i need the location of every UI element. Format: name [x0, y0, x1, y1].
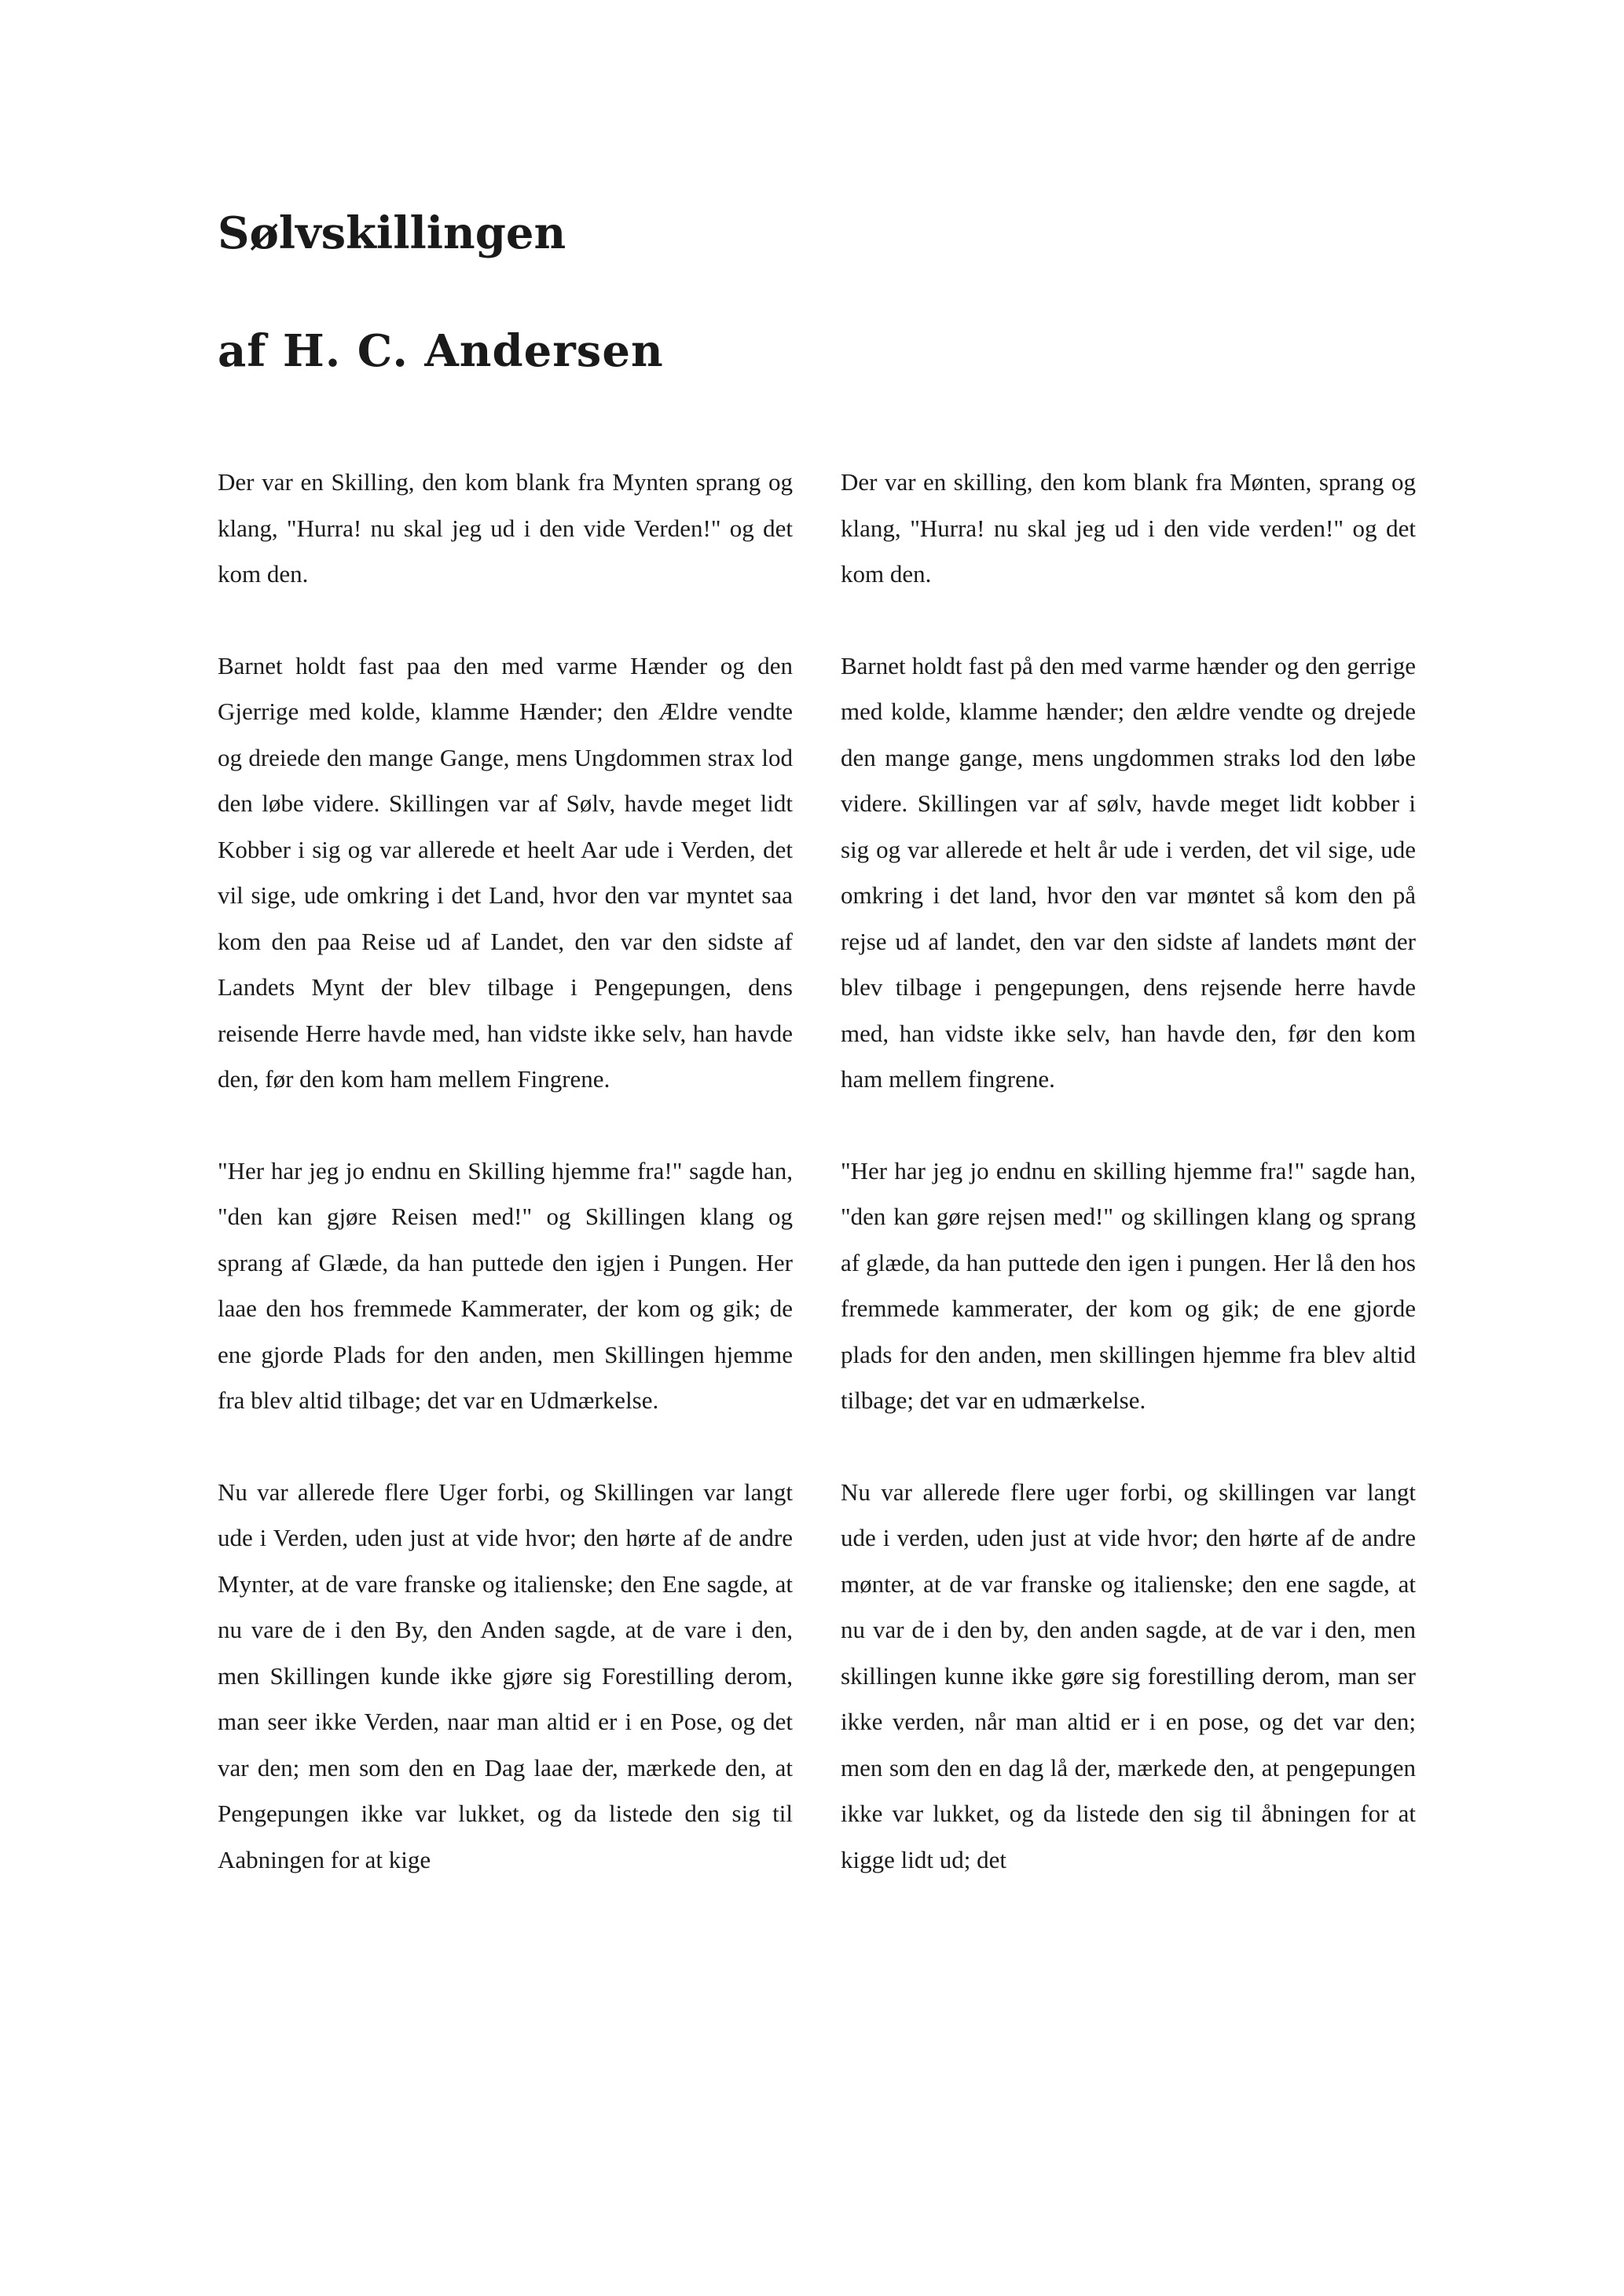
left-paragraph-3: "Her har jeg jo endnu en Skilling hjemme fra!" sagde han, "den kan gjøre Reisen med!" og Skillingen klang og sprang af Glæde, da han puttede den igjen i Pungen. Her laae den hos fremmede Kammerater, der kom og gik; de ene gjorde Plads for den anden, men Skillingen hjemme fra blev altid tilbage; det var en Udmærkelse. — [218, 1156, 793, 1414]
document-title: Sølvskillingen — [218, 207, 566, 259]
document-page — [218, 0, 1420, 2296]
left-paragraph-1: Der var en Skilling, den kom blank fra Mynten sprang og klang, "Hurra! nu skal jeg ud i den vide Verden!" og det kom den. — [218, 468, 793, 588]
left-column-original-text — [218, 460, 793, 1928]
author-heading: af H. C. Andersen — [218, 325, 664, 377]
left-paragraph-4: Nu var allerede flere Uger forbi, og Skillingen var langt ude i Verden, uden just at vide hvor; den hørte af de andre Mynter, at de vare franske og italienske; den Ene sagde, at nu vare de i den By, den Anden sagde, at de vare i den, men Skillingen kunde ikke gjøre sig Forestilling derom, man seer ikke Verden, naar man altid er i en Pose, og det var den; men som den en Dag laae der, mærkede den, at Pengepungen ikke var lukket, og da listede den sig til Aabningen for at kige — [218, 1478, 793, 1873]
right-paragraph-4: Nu var allerede flere uger forbi, og skillingen var langt ude i verden, uden just at vide hvor; den hørte af de andre mønter, at de var franske og italienske; den ene sagde, at nu var de i den by, den anden sagde, at de var i den, men skillingen kunne ikke gøre sig forestilling derom, man ser ikke verden, når man altid er i en pose, og det var den; men som den en dag lå der, mærkede den, at pengepungen ikke var lukket, og da listede den sig til åbningen for at kigge lidt ud; det — [841, 1478, 1416, 1873]
right-paragraph-2: Barnet holdt fast på den med varme hænder og den gerrige med kolde, klamme hænder; den ældre vendte og drejede den mange gange, mens ungdommen straks lod den løbe videre. Skillingen var af sølv, havde meget lidt kobber i sig og var allerede et helt år ude i verden, det vil sige, ude omkring i det land, hvor den var møntet så kom den på rejse ud af landet, den var den sidste af landets mønt der blev tilbage i pengepungen, dens rejsende herre havde med, han vidste ikke selv, han havde den, før den kom ham mellem fingrene. — [841, 651, 1416, 1093]
right-paragraph-1: Der var en skilling, den kom blank fra Mønten, sprang og klang, "Hurra! nu skal jeg ud i den vide verden!" og det kom den. — [841, 468, 1416, 588]
right-paragraph-3: "Her har jeg jo endnu en skilling hjemme fra!" sagde han, "den kan gøre rejsen med!" og skillingen klang og sprang af glæde, da han puttede den igen i pungen. Her lå den hos fremmede kammerater, der kom og gik; de ene gjorde plads for den anden, men skillingen hjemme fra blev altid tilbage; det var en udmærkelse. — [841, 1156, 1416, 1414]
left-paragraph-2: Barnet holdt fast paa den med varme Hænder og den Gjerrige med kolde, klamme Hænder; den Ældre vendte og dreiede den mange Gange, mens Ungdommen strax lod den løbe videre. Skillingen var af Sølv, havde meget lidt Kobber i sig og var allerede et heelt Aar ude i Verden, det vil sige, ude omkring i det Land, hvor den var myntet saa kom den paa Reise ud af Landet, den var den sidste af Landets Mynt der blev tilbage i Pengepungen, dens reisende Herre havde med, han vidste ikke selv, han havde den, før den kom ham mellem Fingrene. — [218, 651, 793, 1093]
right-column-modern-text — [841, 460, 1416, 1928]
